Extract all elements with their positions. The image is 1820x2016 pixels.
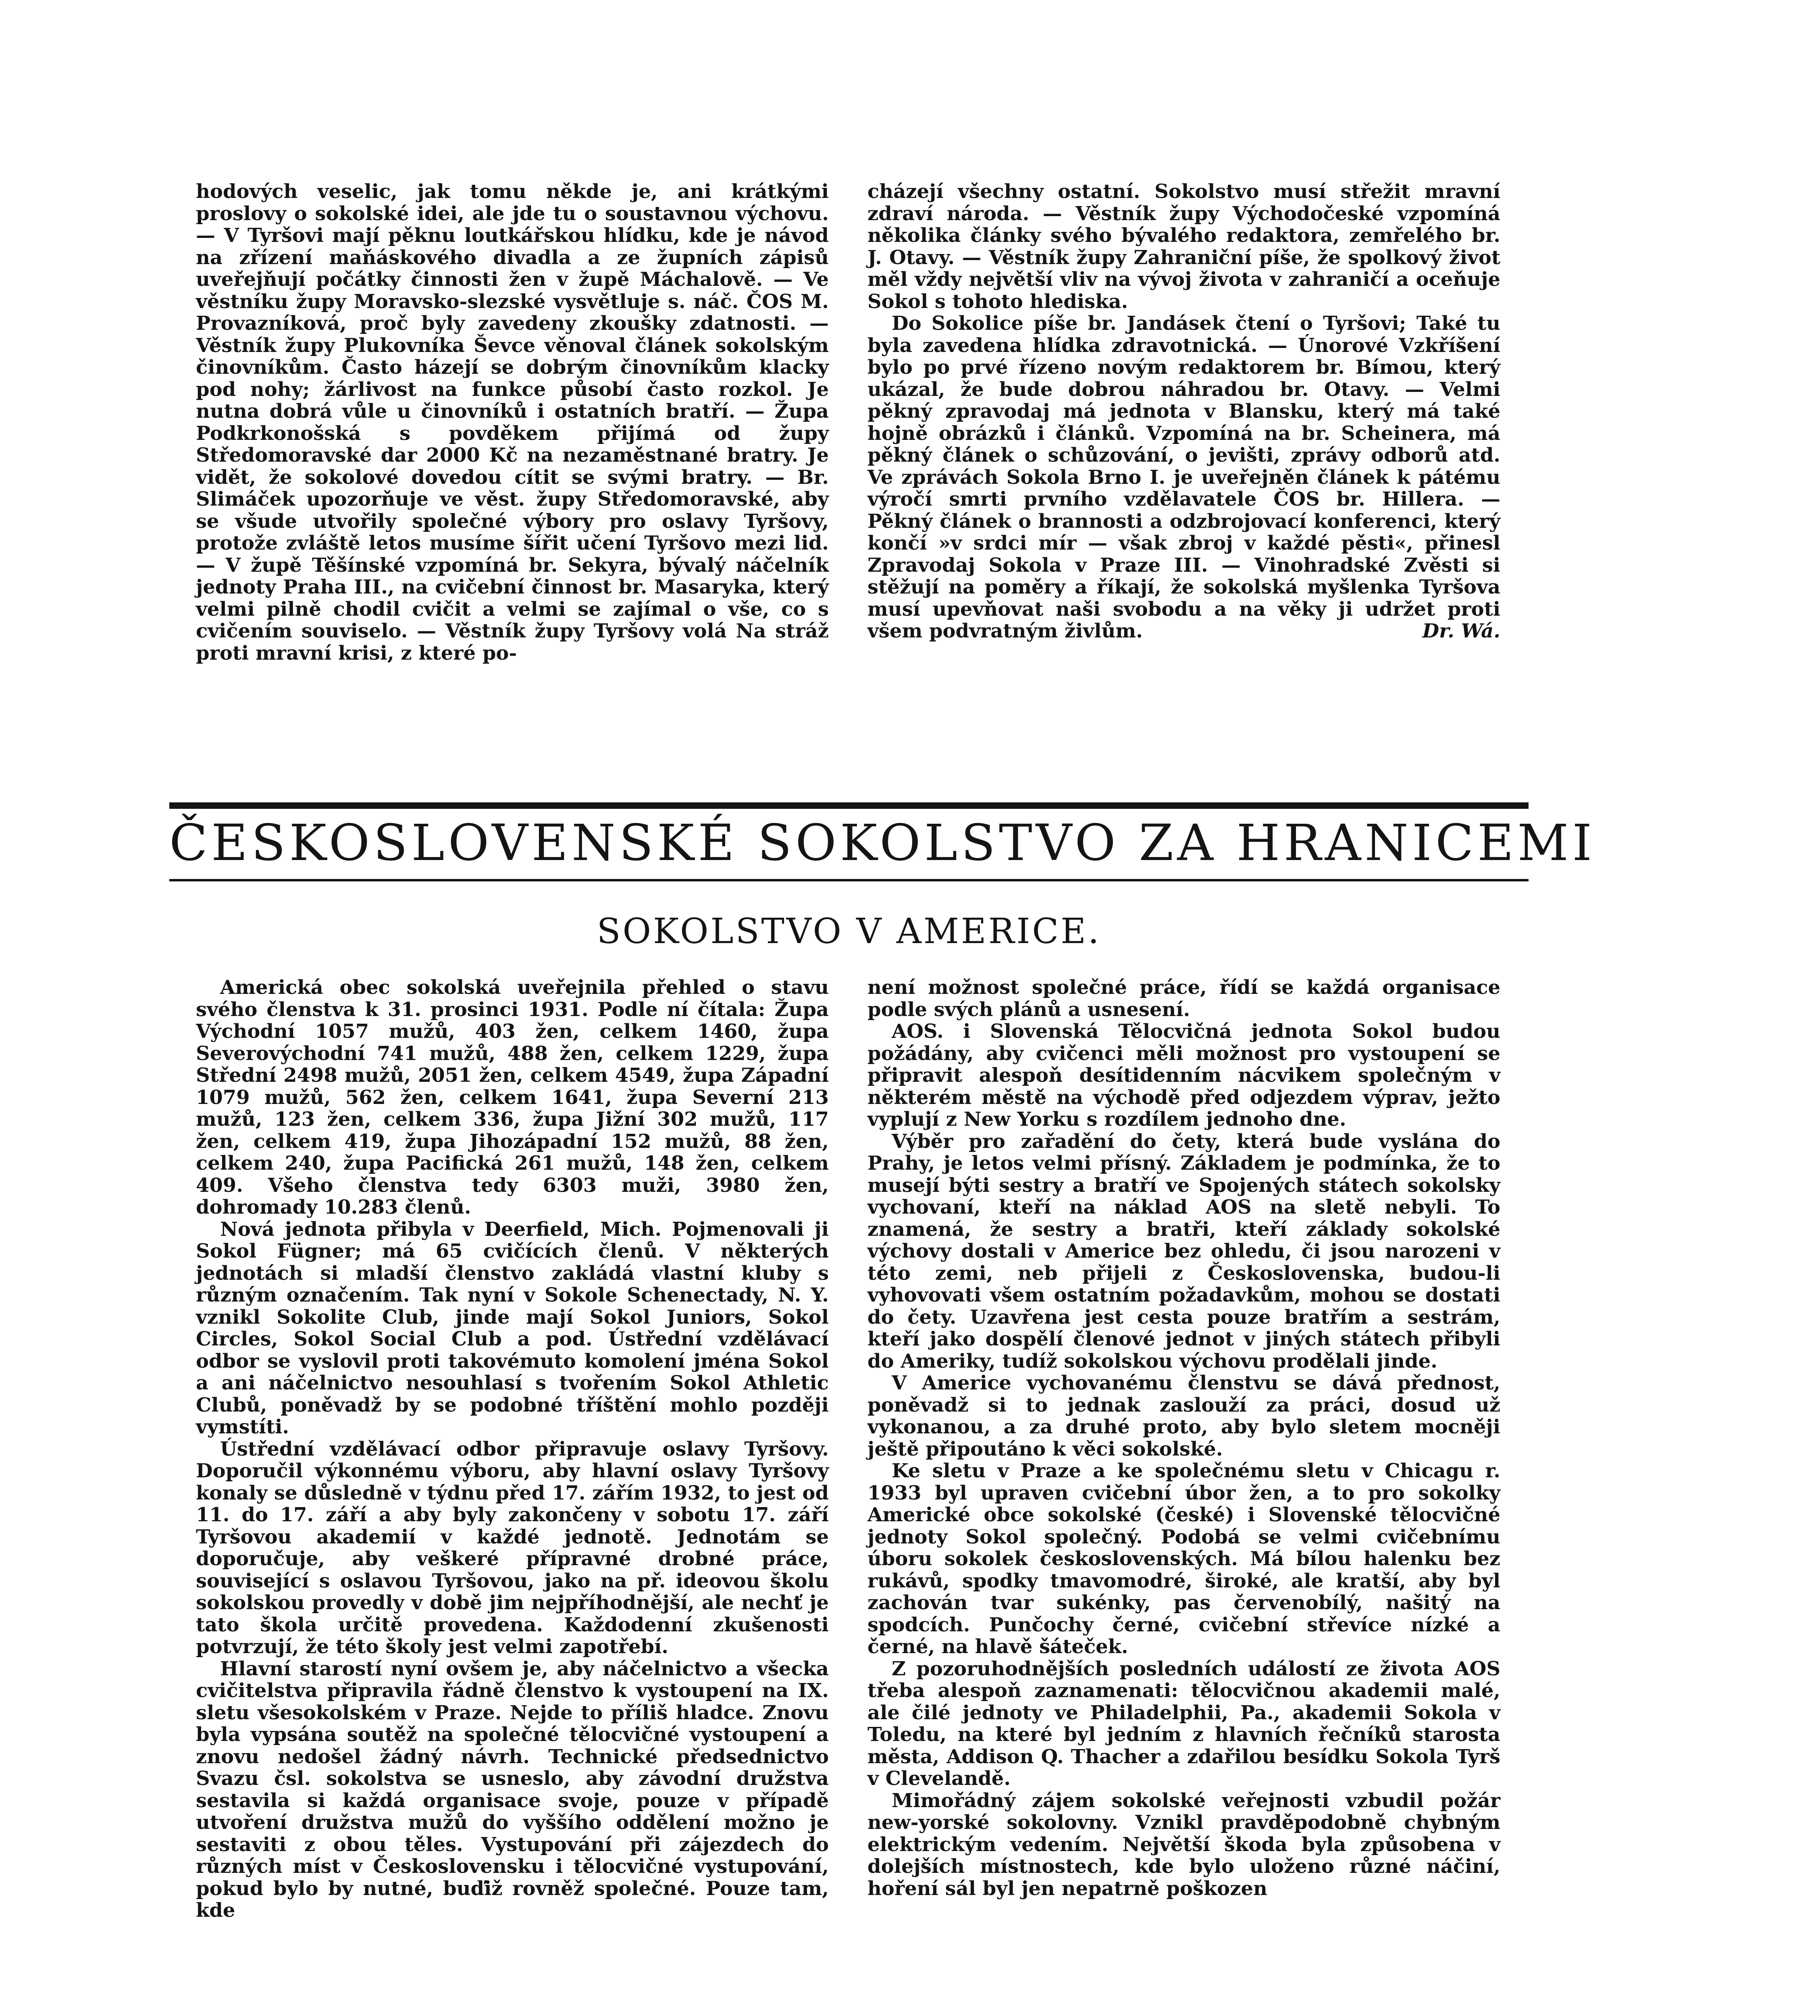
paragraph: Nová jednota přibyla v Deerfield, Mich. Pojmenovali ji Sokol Fügner; má 65 cvičících členů. V některých jednotách si mladší členstvo zakládá vlastní kluby s různým označením. Tak nyní v Sokole Schenectady, N. Y. vznikl Sokolite Club, jinde mají Sokol Juniors, Sokol Circles, Sokol Social Club a pod. Ústřední vzdělávací odbor se vyslovil proti takovémuto komolení jména Sokol a ani náčelnictvo nesouhlasí s tvořením Sokol Athletic Clubů, poněvadž by se podobné tříštění mohlo později vymstíti. (196, 1218, 829, 1438)
top-right-column (867, 181, 1500, 642)
paragraph: Ke sletu v Praze a ke společnému sletu v Chicagu r. 1933 byl upraven cvičební úbor žen, a to pro sokolky Americké obce sokolské (české) i Slovenské tělocvičné jednoty Sokol společný. Podobá se velmi cvičebnímu úboru sokolek československých. Má bílou halenku bez rukávů, spodky tmavomodré, široké, ale kratší, aby byl zachován tvar sukénky, pas červenobílý, našitý na spodcích. Punčochy černé, cvičební střevíce nízké a černé, na hlavě šáteček. (867, 1460, 1500, 1658)
author-signature: Dr. Wá. (1422, 620, 1500, 642)
article-title: SOKOLSTVO V AMERICE. (597, 911, 1101, 952)
section-rule-top (169, 802, 1529, 809)
article-left-column (196, 977, 829, 1922)
paragraph: Ústřední vzdělávací odbor připravuje oslavy Tyršovy. Doporučil výkonnému výboru, aby hlavní oslavy Tyršovy konaly se důsledně v týdnu před 17. zářím 1932, to jest od 11. do 17. září a aby byly zakončeny v sobotu 17. září Tyršovou akademií v každé jednotě. Jednotám se doporučuje, aby veškeré přípravné drobné práce, související s oslavou Tyršovou, jako na př. ideovou školu sokolskou provedly v době jim nejpříhodnější, ale nechť je tato škola určitě provedena. Každodenní zkušenosti potvrzují, že této školy jest velmi zapotřebí. (196, 1437, 829, 1658)
paragraph: Americká obec sokolská uveřejnila přehled o stavu svého členstva k 31. prosinci 1931. Podle ní čítala: Župa Východní 1057 mužů, 403 žen, celkem 1460, župa Severovýchodní 741 mužů, 488 žen, celkem 1229, župa Střední 2498 mužů, 2051 žen, celkem 4549, župa Západní 1079 mužů, 562 žen, celkem 1641, župa Severní 213 mužů, 123 žen, celkem 336, župa Jižní 302 mužů, 117 žen, celkem 419, župa Jihozápadní 152 mužů, 88 žen, celkem 240, župa Pacifická 261 mužů, 148 žen, celkem 409. Všeho členstva tedy 6303 muži, 3980 žen, dohromady 10.283 členů. (196, 976, 829, 1218)
section-title: ČESKOSLOVENSKÉ SOKOLSTVO ZA HRANICEMI (169, 814, 1596, 872)
paragraph: hodových veselic, jak tomu někde je, ani krátkými proslovy o sokolské idei, ale jde tu o soustavnou výchovu. — V Tyršovi mají pěknu loutkářskou hlídku, kde je návod na zřízení maňáskového divadla a ze župních zápisů uveřejňují počátky činnosti žen v župě Máchalově. — Ve věstníku župy Moravsko-slezské vysvětluje s. náč. ČOS M. Provazníková, proč byly zavedeny zkoušky zdatnosti. — Věstník župy Plukovníka Ševce věnoval článek sokolským činovníkům. Často házejí se dobrým činovníkům klacky pod nohy; žárlivost na funkce působí často rozkol. Je nutna dobrá vůle u činovníků i ostatních bratří. — Župa Podkrkonošská s povděkem přijímá od župy Středomoravské dar 2000 Kč na nezaměstnané bratry. Je vidět, že sokolové dovedou cítit se svými bratry. — Br. Slimáček upozorňuje ve věst. župy Středomoravské, aby se všude utvořily společné výbory pro oslavy Tyršovy, protože zvláště letos musíme šířit učení Tyršovo mezi lid. — V župě Těšínské vzpomíná br. Sekyra, bývalý náčelník jednoty Praha III., na cvičební činnost br. Masaryka, který velmi pilně chodil cvičit a velmi se zajímal o vše, co s cvičením souviselo. — Věstník župy Tyršovy volá Na stráž proti mravní krisi, z které po- (196, 180, 829, 664)
paragraph: Z pozoruhodnějších posledních událostí ze života AOS třeba alespoň zaznamenati: tělocvičnou akademii malé, ale čilé jednoty ve Philadelphii, Pa., akademii Sokola v Toledu, na které byl jedním z hlavních řečníků starosta města, Addison Q. Thacher a zdařilou besídku Sokola Tyrš v Clevelandě. (867, 1657, 1500, 1790)
paragraph: AOS. i Slovenská Tělocvičná jednota Sokol budou požádány, aby cvičenci měli možnost pro vystoupení se připravit alespoň desítidenním nácvikem společným v některém městě na východě před odjezdem výprav, ježto vyplují z New Yorku s rozdílem jednoho dne. (867, 1020, 1500, 1131)
top-left-column (196, 181, 829, 664)
paragraph: Do Sokolice píše br. Jandásek čtení o Tyršovi; Také tu byla zavedena hlídka zdravotnická. — Únorové Vzkříšení bylo po prvé řízeno novým redaktorem br. Bímou, který ukázal, že bude dobrou náhradou br. Otavy. — Velmi pěkný zpravodaj má jednota v Blansku, který má také hojně obrázků i článků. Vzpomíná na br. Scheinera, má pěkný článek o schůzování, o jevišti, zprávy odborů atd. Ve zprávách Sokola Brno I. je uveřejněn článek k pátému výročí smrti prvního vzdělavatele ČOS br. Hillera. — Pěkný článek o brannosti a odzbrojovací konferenci, který končí »v srdci mír — však zbroj v každé pěsti«, přinesl Zpravodaj Sokola v Praze III. — Vinohradské Zvěsti si stěžují na poměry a říkají, že sokolská myšlenka Tyršova musí upevňovat naši svobodu a na věky ji udržet proti všem podvratným živlům. Dr. Wá. (867, 312, 1500, 642)
paragraph: cházejí všechny ostatní. Sokolstvo musí střežit mravní zdraví národa. — Věstník župy Východočeské vzpomíná několika články svého bývalého redaktora, zemřelého br. J. Otavy. — Věstník župy Zahraniční píše, že spolkový život měl vždy největší vliv na vývoj života v zahraničí a oceňuje Sokol s tohoto hlediska. (867, 180, 1500, 313)
paragraph: Výběr pro zařadění do čety, která bude vyslána do Prahy, je letos velmi přísný. Základem je podmínka, že to musejí býti sestry a bratří ve Spojených státech sokolsky vychovaní, kteří na náklad AOS na sletě nebyli. To znamená, že sestry a bratři, kteří základy sokolské výchovy dostali v Americe bez ohledu, či jsou narozeni v této zemi, neb přijeli z Československa, budou-li vyhovovati všem ostatním požadavkům, mohou se dostati do čety. Uzavřena jest cesta pouze bratřím a sestrám, kteří jako dospělí členové jednot v jiných státech přibyli do Ameriky, tudíž sokolskou výchovu prodělali jinde. (867, 1130, 1500, 1372)
paragraph: Hlavní starostí nyní ovšem je, aby náčelnictvo a všecka cvičitelstva připravila řádně členstvo k vystoupení na IX. sletu všesokolském v Praze. Nejde to příliš hladce. Znovu byla vypsána soutěž na společné tělocvičné vystoupení a znovu nedošel žádný návrh. Technické předsednictvo Svazu čsl. sokolstva se usneslo, aby závodní družstva sestavila si každá organisace svoje, pouze v případě utvoření družstva mužů do vyššího oddělení možno je sestaviti z obou těles. Vystupování při zájezdech do různých míst v Československu i tělocvičné vystupování, pokud bylo by nutné, buďiž rovněž společné. Pouze tam, kde (196, 1657, 829, 1922)
section-rule-bottom (169, 879, 1529, 881)
article-right-column (867, 977, 1500, 1899)
paragraph: V Americe vychovanému členstvu se dává přednost, poněvadž si to jednak zaslouží za práci, dosud už vykonanou, a za druhé proto, aby bylo sletem mocněji ještě připoutáno k věci sokolské. (867, 1372, 1500, 1460)
paragraph: není možnost společné práce, řídí se každá organisace podle svých plánů a usnesení. (867, 976, 1500, 1021)
paragraph: Mimořádný zájem sokolské veřejnosti vzbudil požár new-yorské sokolovny. Vznikl pravděpodobně chybným elektrickým vedením. Největší škoda byla způsobena v dolejších místnostech, kde bylo uloženo různé náčiní, hoření sál byl jen nepatrně poškozen (867, 1789, 1500, 1900)
